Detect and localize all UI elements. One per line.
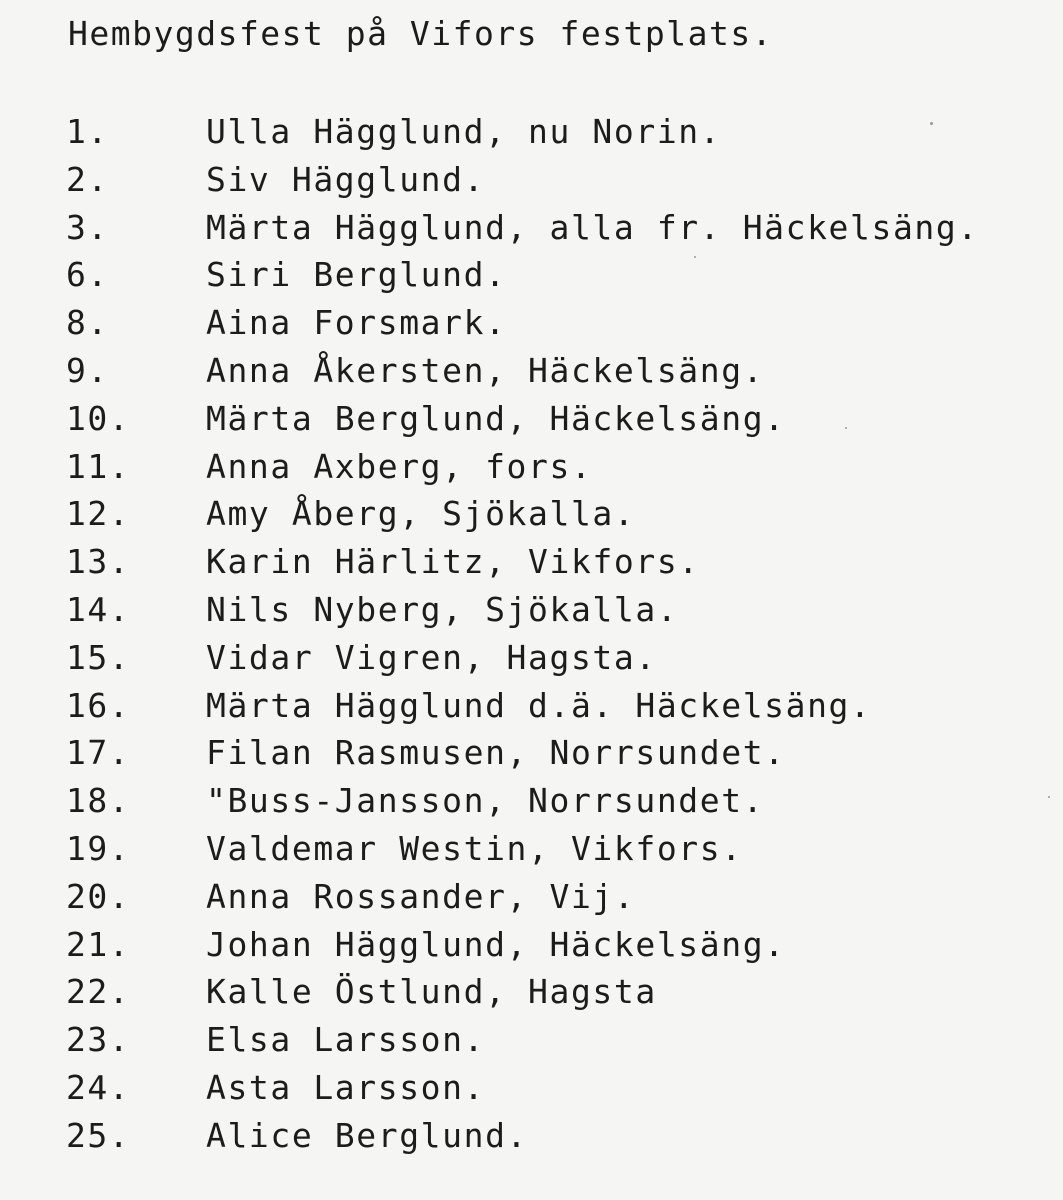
list-item xyxy=(0,299,1063,347)
list-item xyxy=(0,1112,1063,1160)
entry-number: 16. xyxy=(66,685,131,725)
entry-text: Johan Hägglund, Häckelsäng. xyxy=(206,924,786,964)
list-item xyxy=(0,347,1063,395)
entry-text: Märta Berglund, Häckelsäng. xyxy=(206,398,786,438)
list-item xyxy=(0,825,1063,873)
list-item xyxy=(0,108,1063,156)
entry-number: 17. xyxy=(66,733,131,773)
entry-text: Elsa Larsson. xyxy=(206,1020,486,1060)
entry-number: 10. xyxy=(66,398,131,438)
list-item xyxy=(0,968,1063,1016)
list-item xyxy=(0,490,1063,538)
list-item xyxy=(0,586,1063,634)
list-item xyxy=(0,1064,1063,1112)
entry-number: 14. xyxy=(66,589,131,629)
entry-text: Ulla Hägglund, nu Norin. xyxy=(206,112,722,151)
entry-number: 24. xyxy=(66,1067,131,1107)
entry-number: 2. xyxy=(66,159,109,199)
paper-speck xyxy=(845,427,847,429)
list-item xyxy=(0,729,1063,777)
entry-number: 9. xyxy=(66,350,109,390)
list-item xyxy=(0,251,1063,299)
list-item xyxy=(0,921,1063,969)
entry-text: Anna Axberg, fors. xyxy=(206,446,593,486)
entry-text: Valdemar Westin, Vikfors. xyxy=(206,828,743,868)
list-item xyxy=(0,634,1063,682)
entry-text: Siv Hägglund. xyxy=(206,159,486,199)
entry-number: 21. xyxy=(66,924,131,964)
list-item xyxy=(0,538,1063,586)
list-item xyxy=(0,1016,1063,1064)
entry-text: Anna Rossander, Vij. xyxy=(206,876,636,916)
entry-number: 22. xyxy=(66,972,131,1012)
entry-text: Asta Larsson. xyxy=(206,1067,486,1107)
entry-number: 19. xyxy=(66,828,131,868)
entry-text: Filan Rasmusen, Norrsundet. xyxy=(206,733,786,773)
entry-text: Kalle Östlund, Hagsta xyxy=(206,972,657,1012)
paper-speck xyxy=(694,256,696,258)
document-title: Hembygdsfest på Vifors festplats. xyxy=(68,14,774,53)
entry-text: "Buss-Jansson, Norrsundet. xyxy=(206,781,765,821)
entry-text: Amy Åberg, Sjökalla. xyxy=(206,494,636,534)
entry-text: Alice Berglund. xyxy=(206,1115,529,1155)
list-item xyxy=(0,443,1063,491)
entry-number: 23. xyxy=(66,1020,131,1060)
entry-number: 18. xyxy=(66,781,131,821)
list-item xyxy=(0,777,1063,825)
paper-speck xyxy=(1048,796,1050,798)
entry-number: 8. xyxy=(66,303,109,343)
entry-text: Nils Nyberg, Sjökalla. xyxy=(206,589,679,629)
entry-number: 12. xyxy=(66,494,131,534)
entry-number: 1. xyxy=(66,112,109,151)
list-item xyxy=(0,204,1063,252)
entry-number: 20. xyxy=(66,876,131,916)
entry-text: Siri Berglund. xyxy=(206,255,507,295)
entry-text: Aina Forsmark. xyxy=(206,303,507,343)
entry-text: Karin Härlitz, Vikfors. xyxy=(206,542,700,582)
list-item xyxy=(0,156,1063,204)
entry-number: 6. xyxy=(66,255,109,295)
entry-number: 15. xyxy=(66,637,131,677)
paper-speck xyxy=(930,122,933,125)
list-item xyxy=(0,682,1063,730)
entry-number: 13. xyxy=(66,542,131,582)
attendee-list xyxy=(0,108,1063,1160)
list-item xyxy=(0,395,1063,443)
entry-number: 25. xyxy=(66,1115,131,1155)
entry-text: Märta Hägglund, alla fr. Häckelsäng. xyxy=(206,207,979,247)
list-item xyxy=(0,873,1063,921)
entry-number: 11. xyxy=(66,446,131,486)
entry-text: Märta Hägglund d.ä. Häckelsäng. xyxy=(206,685,872,725)
entry-number: 3. xyxy=(66,207,109,247)
entry-text: Anna Åkersten, Häckelsäng. xyxy=(206,350,765,390)
entry-text: Vidar Vigren, Hagsta. xyxy=(206,637,657,677)
